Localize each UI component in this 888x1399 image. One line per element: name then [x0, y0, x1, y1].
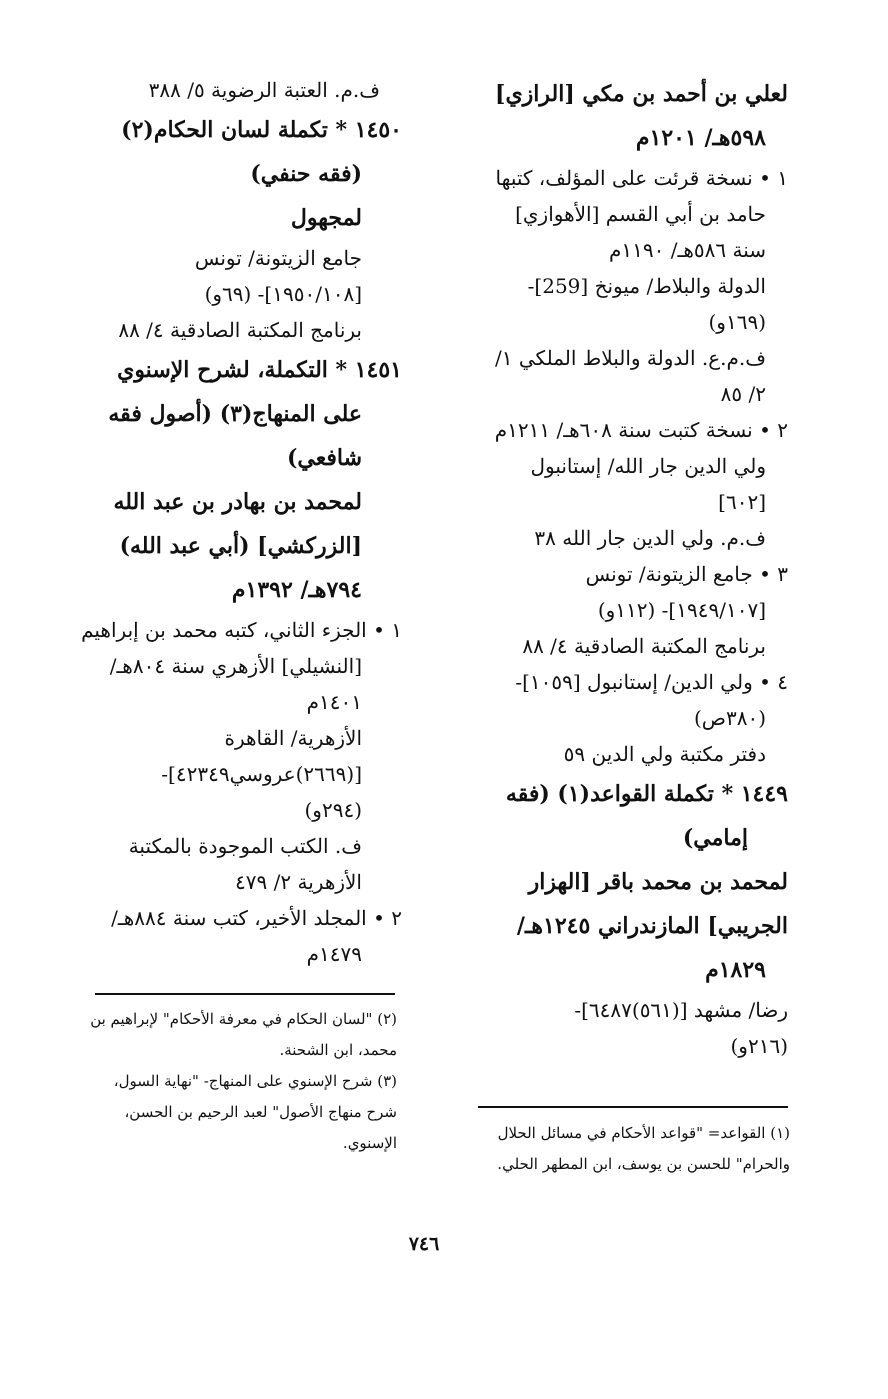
right-column-line: ٤ • ولي الدين/ إستانبول [١٠٥٩]-	[515, 670, 788, 694]
left-column-line: (٢٩٤و)	[304, 798, 362, 822]
right-column-line: سنة ٥٨٦هـ/ ١١٩٠م	[609, 238, 766, 262]
left-column-line: شافعي)	[286, 445, 362, 471]
left-column-line: ١٤٥٠ * تكملة لسان الحكام(٢)	[121, 117, 402, 143]
right-column-line: الدولة والبلاط/ ميونخ [259]-	[527, 274, 766, 298]
left-column-line: ٢ • المجلد الأخير، كتب سنة ٨٨٤هـ/	[111, 906, 402, 930]
right-column	[448, 72, 788, 1064]
left-column-line: [النشيلي] الأزهري سنة ٨٠٤هـ/	[109, 654, 362, 678]
right-column-line: ف.م. ولي الدين جار الله ٣٨	[534, 526, 766, 550]
footnote-line: (١) القواعد= "قواعد الأحكام في مسائل الحلال	[497, 1124, 790, 1142]
footnote-line: الإسنوي.	[342, 1134, 397, 1152]
left-column-line: ١٤٧٩م	[306, 942, 362, 966]
page-number: ٧٤٦	[408, 1233, 440, 1255]
right-column-line: ٢ • نسخة كتبت سنة ٦٠٨هـ/ ١٢١١م	[494, 418, 788, 442]
left-column-line: الأزهرية/ القاهرة	[224, 726, 362, 750]
right-column-line: لعلي بن أحمد بن مكي [الرازي]	[495, 81, 788, 107]
right-column-line: ١٨٢٩م	[705, 957, 766, 983]
right-column-line: [١٩٤٩/١٠٧]- (١١٢و)	[597, 598, 766, 622]
footnote-line: (٣) شرح الإسنوي على المنهاج- "نهاية السول،	[113, 1072, 397, 1090]
left-column-line: على المنهاج(٣) (أصول فقه	[108, 401, 362, 427]
right-column-line: (٢١٦و)	[730, 1034, 788, 1058]
left-column-line: ف. الكتب الموجودة بالمكتبة	[128, 834, 362, 858]
left-column-line: لمجهول	[290, 205, 362, 231]
left-column-line: [الزركشي] (أبي عبد الله)	[119, 533, 362, 559]
right-column-line: حامد بن أبي القسم [الأهوازي]	[515, 202, 766, 226]
right-column-line: دفتر مكتبة ولي الدين ٥٩	[563, 742, 766, 766]
right-column-line: ١ • نسخة قرئت على المؤلف، كتبها	[495, 166, 788, 190]
footnote-separator-right	[478, 1106, 788, 1108]
left-column-line: ١٤٥١ * التكملة، لشرح الإسنوي	[117, 357, 402, 383]
right-column-line: (١٦٩و)	[708, 310, 766, 334]
right-column-line: برنامج المكتبة الصادقية ٤/ ٨٨	[522, 634, 766, 658]
left-column-line: برنامج المكتبة الصادقية ٤/ ٨٨	[118, 318, 362, 342]
right-column-line: ٣ • جامع الزيتونة/ تونس	[585, 562, 788, 586]
right-column-line: الجريبي] المازندراني ١٢٤٥هـ/	[516, 913, 788, 939]
right-column-line: لمحمد بن محمد باقر [الهزار	[528, 869, 788, 895]
left-column-line: ٧٩٤هـ/ ١٣٩٢م	[231, 577, 362, 603]
right-column-line: ف.م.ع. الدولة والبلاط الملكي ١/	[495, 346, 766, 370]
left-column	[62, 72, 402, 972]
left-column-line: [١٩٥٠/١٠٨]- (٦٩و)	[204, 282, 362, 306]
left-column-line: (فقه حنفي)	[250, 161, 362, 187]
right-column-line: ١٤٤٩ * تكملة القواعد(١) (فقه	[505, 781, 788, 807]
left-column-line: [(٢٦٦٩)عروسي٤٢٣٤٩]-	[161, 762, 362, 786]
left-column-line: جامع الزيتونة/ تونس	[194, 246, 362, 270]
footnotes-right	[448, 1118, 790, 1180]
right-column-line: ٢/ ٨٥	[720, 382, 766, 406]
right-column-line: [٦٠٢]	[718, 490, 766, 514]
right-column-line: ولي الدين جار الله/ إستانبول	[530, 454, 766, 478]
right-column-line: إمامي)	[682, 825, 748, 851]
footnote-line: (٢) "لسان الحكام في معرفة الأحكام" لإبراهيم بن	[90, 1010, 397, 1028]
footnotes-left	[62, 1004, 397, 1159]
footnote-line: والحرام" للحسن بن يوسف، ابن المطهر الحلي.	[497, 1155, 790, 1173]
right-column-line: (٣٨٠ص)	[693, 706, 766, 730]
footnote-line: محمد، ابن الشحنة.	[279, 1041, 397, 1059]
footnote-separator-left	[95, 993, 395, 995]
left-column-line: ١ • الجزء الثاني، كتبه محمد بن إبراهيم	[81, 618, 402, 642]
right-column-line: رضا/ مشهد [(٥٦١)٦٤٨٧]-	[574, 998, 788, 1022]
left-column-line: ف.م. العتبة الرضوية ٥/ ٣٨٨	[148, 78, 380, 102]
footnote-line: شرح منهاج الأصول" لعبد الرحيم بن الحسن،	[124, 1103, 397, 1121]
right-column-line: ٥٩٨هـ/ ١٢٠١م	[635, 125, 766, 151]
left-column-line: الأزهرية ٢/ ٤٧٩	[235, 870, 362, 894]
left-column-line: ١٤٠١م	[306, 690, 362, 714]
left-column-line: لمحمد بن بهادر بن عبد الله	[113, 489, 362, 515]
